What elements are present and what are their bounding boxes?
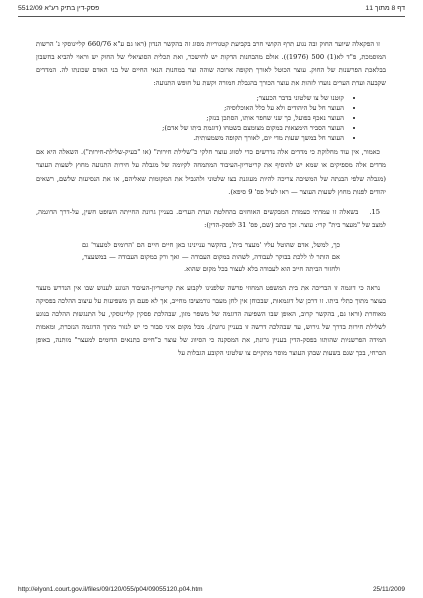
criteria-list — [106, 93, 356, 143]
header-case-title: 5512/09 פסק-דין בתיק רע"א — [18, 5, 100, 12]
list-item: • העוצר חל על היהודים ולא על כלל האוכלוסיה; — [106, 103, 344, 113]
paragraph-15 — [36, 206, 386, 232]
spacer — [36, 199, 386, 206]
list-item: • העוצר חל במשך שעות מדי יום, לאורך תקופה משמעותית. — [106, 133, 344, 143]
header-divider — [18, 16, 405, 17]
paragraph-criteria-discussion: כאמור, אין עוד מחלוקת כי מדדים אלה נדרשים כדי לסווג עוצר חלקי כ"שלילת חירות" (או "בעיק-שלילת-חירות"). השאלה היא אם מדדים אלה מספיקים או שמא יש להוסיף את קריטריון-העיבוד המתמחה לקיומה של מגבלה על חירות התנועה מחוץ לשעות העוצר (מגבלה שלפי הבנתה של המשיבה צריכה להיות מעוגנת בצו שלטוני ולהגביל את המקומות שאליהם, או את הנסיעות שלשם, רשאים יהודים לפנות מחוץ לשעות העוצר — ראו לעיל פס' 9 סיפא). — [36, 148, 386, 196]
paragraph-example-analysis: נראה כי דוגמה זו הבריכה את בית המשפט המחוזי פרשה שלפנינו לקבוע את קריטריון-העיבוד הנוגע לענוש שבו אין הנדרש מעצר בעוצר מתוך כתלי ביתו. זו דרכן של דוגמאות, שבכוחן אין לחן מעבר גורמציבו מחייב, אך לא פעם הן משפיעות על עיצוב ההלכה בפסיקה מאוחרת (וראו גם, בהקשר קרוב, האופן שבו השפיעה הדוגמה של משפר מזון, שבהלכת פסקין קליינוסקי, על התנגשות ההלכה בנוגע לשלילת חירות בדרך של גירוש, עד שבהלכה דרשה זו בעניין גרונת). מכל מקום איני סבור כי יש לנזור מתוך הדוגמה הנזכרת, ומאמות המידה הפרשניות שהותוו בפסק-הדין בעניין גרונת, את המסקנה כי הסיווג של עוצר כ"חיים בתנאים הדומים למעצר" מותנה, באופן הכרחי, בכך שגם בשעות שבהן העוצר מוסר מתקיים צו שלטוני הקובע הגבלות על — [36, 283, 386, 358]
list-item: • העוצר הסביר הימצאות במקום מצומצם בשטחו (דוגמת ביתו של אדם); — [106, 123, 344, 133]
footer-date: 25/11/2009 — [372, 586, 405, 593]
header-page-number: דף 8 מתוך 11 — [365, 5, 405, 12]
list-item: • קוטנו של צו שלטוני בדבר הכעצר; — [106, 93, 344, 103]
paragraph-criteria-intro: זו הפקאלה שיועד החוק ובה נגוע תרף הקושי חרב בקביעת קטגוריות מסוג זה בהקשר הנדון (ראו גם ע"א 660/76 קליינוסקי נ' הרשות המוסמכת, פ"ד לא(1) 500 (1976)). אולם מהבחנות הדקות יש לחישכר, ואת תכלית הסוציאלי של החוק יש וראוי להביא בחשבון בבלאכת הפרשנות של החוק. עוצר הכוטל לאורך תקופה ארוכה שוהה וצר במחנות הנאי החיים של בני האדם שכונתו לה. המדדים שקבעה ועדת הערים נועדו לזהות את עוצר הכורך בהגבלת חמורה וקשת על חופש התנועה: — [36, 40, 386, 88]
page-footer — [18, 586, 405, 596]
footer-url: http://elyon1.court.gov.il/files/09/120/055/p04/09055120.p04.htm — [18, 586, 203, 593]
document-body — [36, 38, 386, 578]
paragraph-number: 15. — [369, 207, 380, 216]
list-item: • העוצר נאכף בפועל, כך שני שחפר אותו, הסתכן בנזק; — [106, 113, 344, 123]
block-quote: כך, למשל, אדם שהוטל עליו 'מעצר בית', בהקשר עניינינו באן חיים חיים הם 'הרומים למעצר' גם אם הותר לו ללכת בבוקר לעבודה, לשהות במקום העבודה — ואך ורק במקום העבודה — במשעצר, ולחזור הביתה חייב הוא לעבודה בלא לעצור בכל מקום שהוא. — [82, 240, 340, 273]
paragraph-15-text: בשאלה זו עמדתי כעמדת המבקשים האוחזים בהחלטת ועדת הערים. בעניין גרונת החייתה השופט חשין, על-דרך הדוגמה, למצב של "מעצר בית" קרי: עוצר. וכך כתב (שם, פס' 31 לפסק-הדין): — [36, 207, 386, 229]
